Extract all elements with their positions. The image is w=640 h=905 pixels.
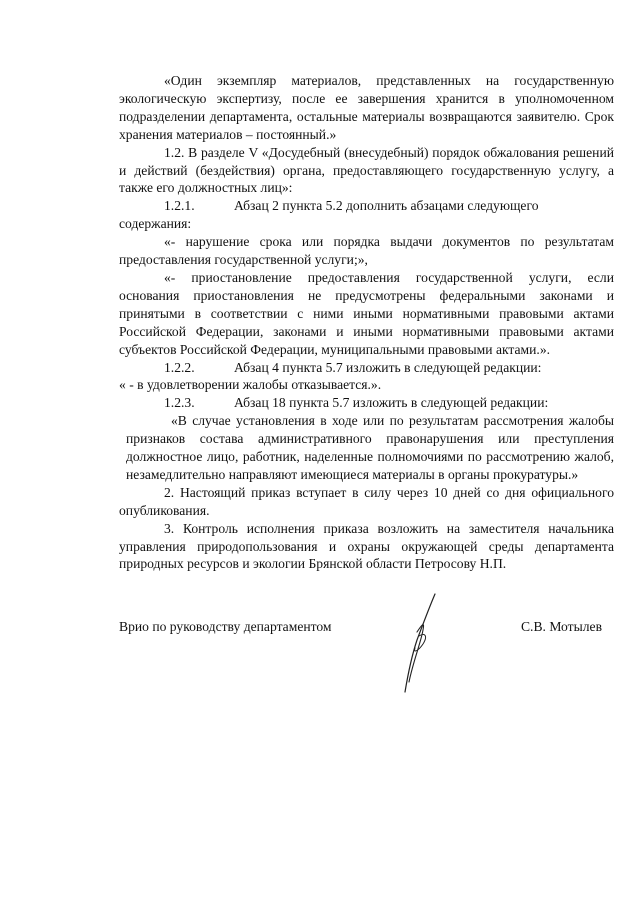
item-1-2-1 [119,197,614,215]
item-1-2-2-continuation: « - в удовлетворении жалобы отказывается.». [119,377,382,393]
item-1-2-2 [119,359,614,377]
position-title: Врио по руководству департаментом [119,619,332,634]
paragraph-section-v: 1.2. В разделе V «Досудебный (внесудебный) порядок обжалования решений и действий (бездействия) органа, предоставляющего государственную услугу, а также его должностных лиц»: [119,144,614,196]
handwritten-signature-icon [395,592,465,697]
item-text: Абзац 2 пункта 5.2 дополнить абзацами следующего [234,198,539,214]
item-text: Абзац 4 пункта 5.7 изложить в следующей редакции: [234,359,542,375]
item-number: 1.2.3. [164,395,195,411]
signatory-name: С.В. Мотылев [520,619,602,634]
document-body [119,72,614,573]
signature-row [119,618,614,638]
paragraph-storage-clause: «Один экземпляр материалов, представленных на государственную экологическую экспертизу, после ее завершения хранится в уполномоченном подразделении департамента, остальные материалы возвращаются заявителю. Срок хранения материалов – постоянный.» [119,73,614,142]
item-text: Абзац 18 пункта 5.7 изложить в следующей редакции: [234,395,549,411]
paragraph-effective-date: 2. Настоящий приказ вступает в силу через 10 дней со дня официального опубликования. [119,484,614,518]
item-1-2-3 [119,394,614,412]
quote-suspension: «- приостановление предоставления государственной услуги, если основания приостановления не предусмотрены федеральными законами и принятыми в соответствии с ними иными нормативными правовыми актами Российской Федерации, законами и иными нормативными правовыми актами субъектов Российской Федерации, муниципальными правовыми актами.». [119,269,614,357]
item-number: 1.2.2. [164,359,195,375]
quote-deadline-violation: «- нарушение срока или порядка выдачи документов по результатам предоставления государственной услуги;», [119,234,614,268]
item-number: 1.2.1. [164,198,195,214]
quote-prosecution: «В случае установления в ходе или по результатам рассмотрения жалобы признаков состава административного правонарушения или преступления должностное лицо, работник, наделенные полномочиями по рассмотрению жалоб, незамедлительно направляют имеющиеся материалы в органы прокуратуры.» [126,413,614,482]
item-1-2-1-continuation: содержания: [119,216,192,232]
paragraph-control: 3. Контроль исполнения приказа возложить на заместителя начальника управления природопользования и охраны окружающей среды департамента природных ресурсов и экологии Брянской области Петросову Н.П. [119,520,614,572]
